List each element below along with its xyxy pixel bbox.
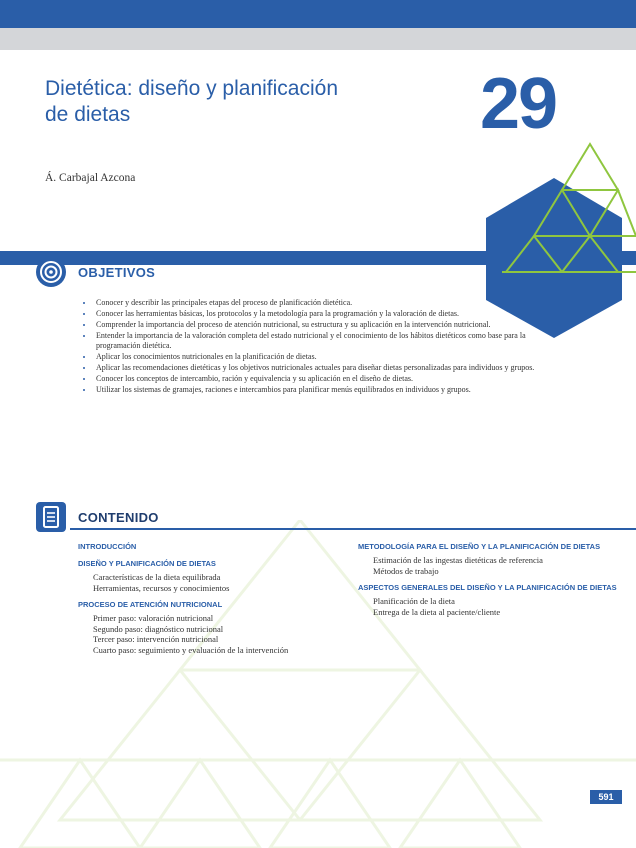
toc-section-link[interactable]: ASPECTOS GENERALES DEL DISEÑO Y LA PLANIFICACIÓN DE DIETAS [358, 583, 617, 592]
toc-group [78, 600, 308, 655]
top-gray-band [0, 28, 636, 50]
toc-item[interactable]: Estimación de las ingestas dietéticas de referencia [373, 555, 543, 565]
toc-group [78, 542, 308, 552]
toc-item[interactable]: Métodos de trabajo [373, 565, 439, 576]
toc-item[interactable]: Primer paso: valoración nutricional [93, 613, 214, 623]
list-item: • Aplicar las recomendaciones dietéticas y los objetivos nutricionales actuales para diseñar dietas personalizadas para individuos y grupos. [94, 363, 554, 373]
contents-heading: CONTENIDO [78, 510, 159, 525]
toc-section-link[interactable]: METODOLOGÍA PARA EL DISEÑO Y LA PLANIFICACIÓN DE DIETAS [358, 542, 601, 551]
author: Á. Carbajal Azcona [45, 172, 136, 184]
contents-left-column [78, 542, 308, 662]
chapter-title [45, 76, 405, 128]
page-number: 591 [590, 790, 622, 804]
target-icon [36, 257, 66, 287]
toc-group [358, 542, 618, 576]
toc-item[interactable]: Segundo paso: diagnóstico nutricional [93, 623, 224, 634]
contents-right-column [358, 542, 618, 624]
chapter-title-line1: Dietética: diseño y planificación [45, 77, 338, 100]
toc-group [78, 559, 308, 593]
top-color-band [0, 0, 636, 28]
toc-item[interactable]: Cuarto paso: seguimiento y evaluación de la intervención [93, 644, 289, 655]
chapter-number: 29 [480, 64, 557, 144]
list-item: • Entender la importancia de la valoración completa del estado nutricional y el conocimiento de los hábitos dietéticos como base para la programación dietética. [94, 331, 554, 352]
list-item: • Aplicar los conocimientos nutricionales en la planificación de dietas. [94, 352, 554, 362]
contents-divider [70, 528, 636, 530]
list-item: • Comprender la importancia del proceso de atención nutricional, su estructura y su aplicación en la intervención nutricional. [94, 320, 554, 330]
document-icon [36, 502, 66, 532]
objectives-list [80, 298, 554, 396]
toc-item[interactable]: Características de la dieta equilibrada [93, 572, 221, 582]
list-item: • Utilizar los sistemas de gramajes, raciones e intercambios para planificar menús equilibrados en individuos y grupos. [94, 385, 554, 395]
objectives-heading: OBJETIVOS [78, 265, 156, 280]
toc-section-link[interactable]: PROCESO DE ATENCIÓN NUTRICIONAL [78, 600, 223, 609]
list-item: • Conocer las herramientas básicas, los protocolos y la metodología para la programación y la valoración de dietas. [94, 309, 554, 319]
toc-item[interactable]: Planificación de la dieta [373, 596, 455, 606]
toc-item[interactable]: Tercer paso: intervención nutricional [93, 634, 219, 644]
list-item: • Conocer los conceptos de intercambio, ración y equivalencia y su aplicación en el diseño de dietas. [94, 374, 554, 384]
toc-section-link[interactable]: INTRODUCCIÓN [78, 542, 137, 551]
toc-group [358, 583, 618, 617]
list-item: • Conocer y describir las principales etapas del proceso de planificación dietética. [94, 298, 554, 308]
toc-item[interactable]: Herramientas, recursos y conocimientos [93, 582, 230, 593]
chapter-title-line2: de dietas [45, 103, 131, 126]
toc-section-link[interactable]: DISEÑO Y PLANIFICACIÓN DE DIETAS [78, 559, 216, 568]
toc-item[interactable]: Entrega de la dieta al paciente/cliente [373, 606, 501, 617]
